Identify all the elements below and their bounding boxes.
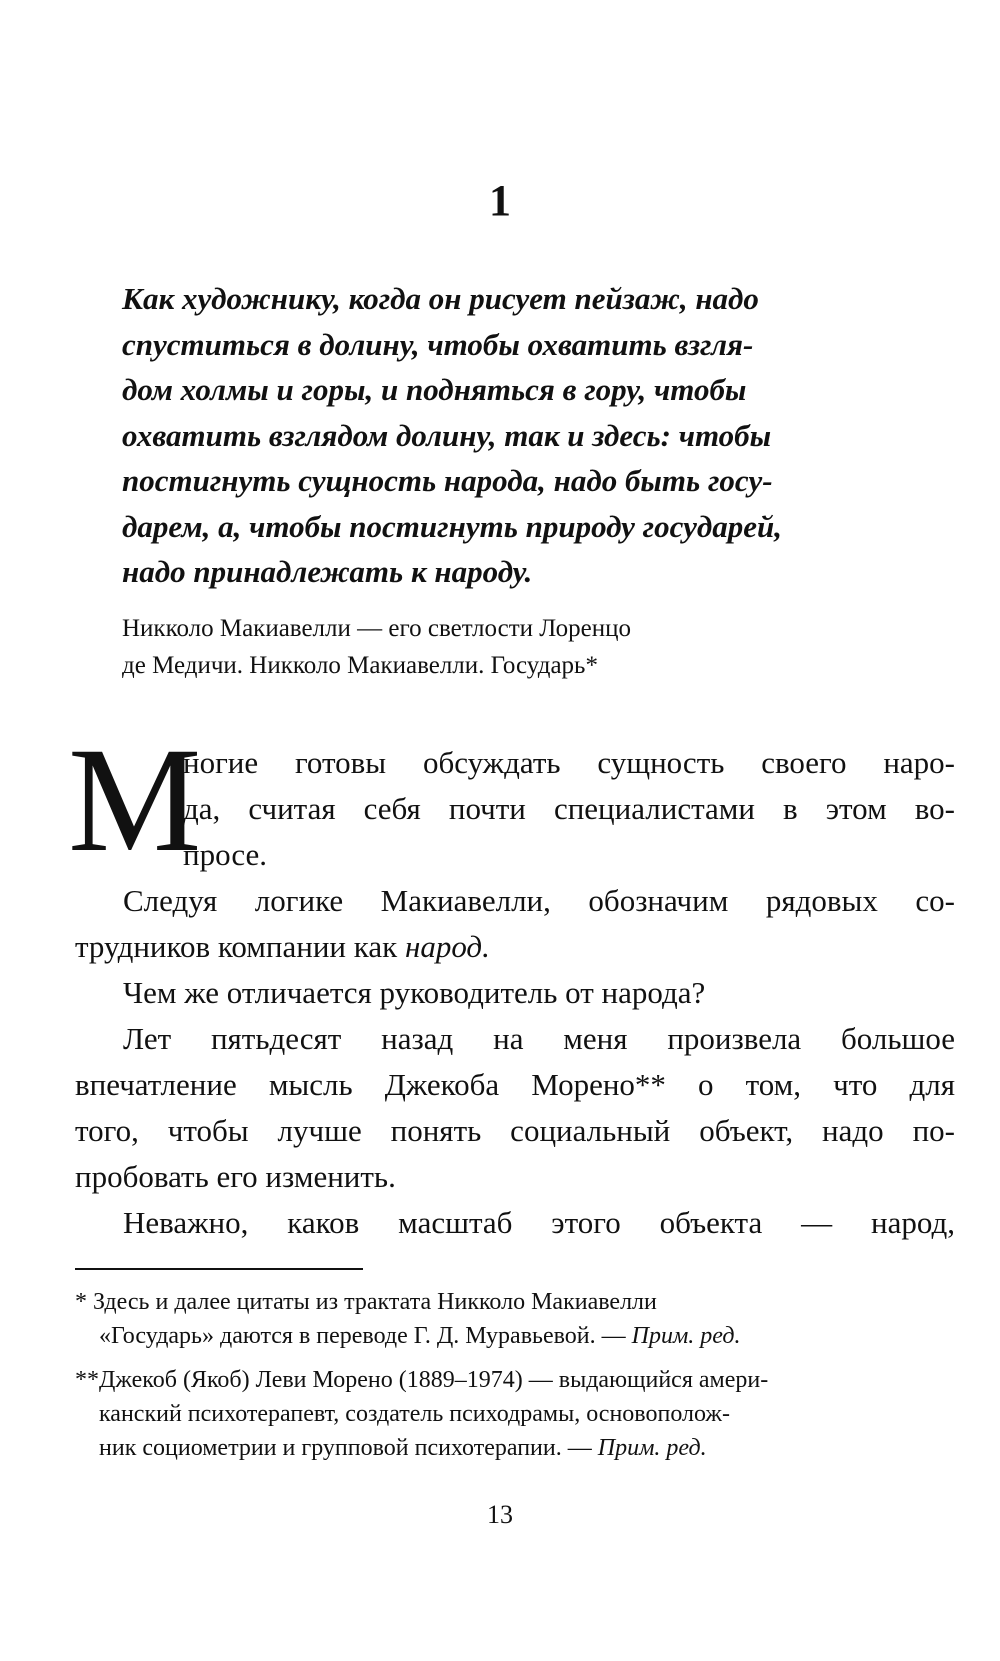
footnote-line xyxy=(75,1319,925,1353)
epigraph-line: Как художнику, когда он рисует пейзаж, надо xyxy=(122,281,759,316)
footnote-divider xyxy=(75,1268,363,1270)
paragraph-line: Чем же отличается руководитель от народа? xyxy=(123,975,706,1010)
epigraph-line: дарем, а, чтобы постигнуть природу государей, xyxy=(122,508,782,544)
emphasis-text: народ. xyxy=(404,929,490,964)
footnote-line: * Здесь и далее цитаты из трактата Никколо Макиавелли xyxy=(75,1289,657,1315)
footnote-note-label: Прим. ред. xyxy=(631,1323,741,1349)
paragraph-line: ногие готовы обсуждать сущность своего наро- xyxy=(183,745,955,780)
epigraph-line: постигнуть сущность народа, надо быть госу- xyxy=(122,463,773,498)
drop-cap: М xyxy=(68,717,202,883)
epigraph-line: надо принадлежать к народу. xyxy=(122,554,533,589)
paragraph-line xyxy=(75,924,955,970)
footnote-text: «Государь» даются в переводе Г. Д. Муравьевой. — xyxy=(99,1323,632,1349)
paragraph-line: того, чтобы лучше понять социальный объект, надо по- xyxy=(75,1113,955,1148)
paragraph-text: трудников компании как xyxy=(75,929,405,964)
paragraph-line: пробовать его изменить. xyxy=(75,1159,396,1194)
epigraph xyxy=(122,276,922,595)
paragraph-line: Неважно, каков масштаб этого объекта — народ, xyxy=(123,1205,955,1240)
footnote-line xyxy=(75,1431,925,1465)
footnotes xyxy=(75,1285,925,1465)
epigraph-line: дом холмы и горы, и подняться в гору, чтобы xyxy=(122,372,747,407)
epigraph-line: спуститься в долину, чтобы охватить взгля- xyxy=(122,326,754,362)
footnote-text: ник социометрии и групповой психотерапии. — xyxy=(99,1435,598,1461)
footnote-line: **Джекоб (Якоб) Леви Морено (1889–1974) — выдающийся амери- xyxy=(75,1367,769,1393)
attribution-line: де Медичи. Никколо Макиавелли. Государь* xyxy=(122,652,598,679)
epigraph-attribution xyxy=(122,610,922,684)
paragraph-line: да, считая себя почти специалистами в этом во- xyxy=(183,791,955,826)
epigraph-line: охватить взглядом долину, так и здесь: чтобы xyxy=(122,417,772,453)
body-text xyxy=(75,740,955,1246)
paragraph-line: впечатление мысль Джекоба Морено** о том, что для xyxy=(75,1067,955,1102)
attribution-line: Никколо Макиавелли — его светлости Лоренцо xyxy=(122,615,631,642)
paragraph-line: Следуя логике Макиавелли, обозначим рядовых со- xyxy=(123,883,955,918)
chapter-number: 1 xyxy=(489,176,511,225)
page-number: 13 xyxy=(487,1500,513,1529)
footnote-line: канский психотерапевт, создатель психодрамы, основополож- xyxy=(99,1401,730,1427)
footnote-note-label: Прим. ред. xyxy=(597,1435,707,1461)
paragraph-line: просе. xyxy=(183,837,268,872)
paragraph-line: Лет пятьдесят назад на меня произвела большое xyxy=(123,1021,955,1056)
